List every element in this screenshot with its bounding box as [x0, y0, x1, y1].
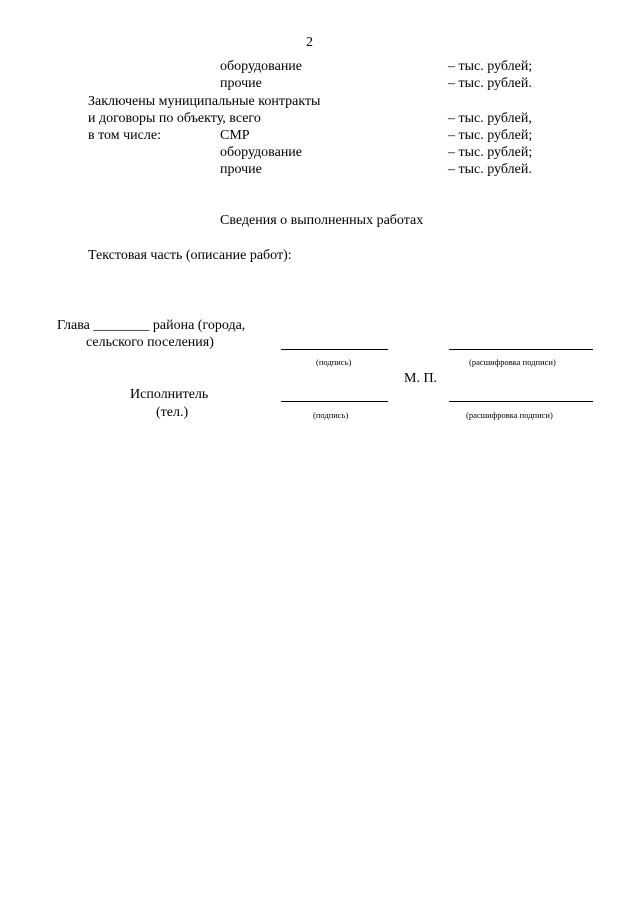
contracts-row-equipment-label: оборудование: [220, 145, 303, 160]
executor-decode-caption: (расшифровка подписи): [466, 410, 553, 420]
contracts-row-equipment-value: – тыс. рублей;: [448, 145, 533, 160]
contracts-row-smr-value: – тыс. рублей;: [448, 128, 533, 143]
page-number: 2: [306, 35, 313, 50]
contracts-total-value: – тыс. рублей,: [448, 111, 532, 126]
in-that-number-label: в том числе:: [88, 128, 161, 143]
contracts-row-other-value: – тыс. рублей.: [448, 162, 532, 177]
contracts-row-other-label: прочие: [220, 162, 262, 177]
executor-decode-line: [449, 401, 593, 402]
top-row-equipment-label: оборудование: [220, 59, 303, 74]
top-row-other-value: – тыс. рублей.: [448, 76, 532, 91]
text-part-label: Текстовая часть (описание работ):: [88, 248, 292, 263]
section-title: Сведения о выполненных работах: [220, 213, 424, 228]
contracts-line-2: и договоры по объекту, всего: [88, 111, 261, 126]
head-decode-line: [449, 349, 593, 350]
executor-sign-caption: (подпись): [313, 410, 349, 420]
head-signature-line-2: сельского поселения): [86, 335, 214, 350]
head-sign-line: [281, 349, 388, 350]
contracts-line-1: Заключены муниципальные контракты: [88, 94, 321, 109]
head-decode-caption: (расшифровка подписи): [469, 357, 556, 367]
head-signature-line-1: Глава ________ района (города,: [57, 318, 246, 333]
executor-label: Исполнитель: [130, 387, 209, 402]
executor-sign-line: [281, 401, 388, 402]
contracts-row-smr-label: СМР: [220, 128, 250, 143]
executor-phone-label: (тел.): [156, 405, 189, 420]
top-row-equipment-value: – тыс. рублей;: [448, 59, 533, 74]
stamp-place: М. П.: [404, 371, 438, 386]
head-sign-caption: (подпись): [316, 357, 352, 367]
top-row-other-label: прочие: [220, 76, 262, 91]
